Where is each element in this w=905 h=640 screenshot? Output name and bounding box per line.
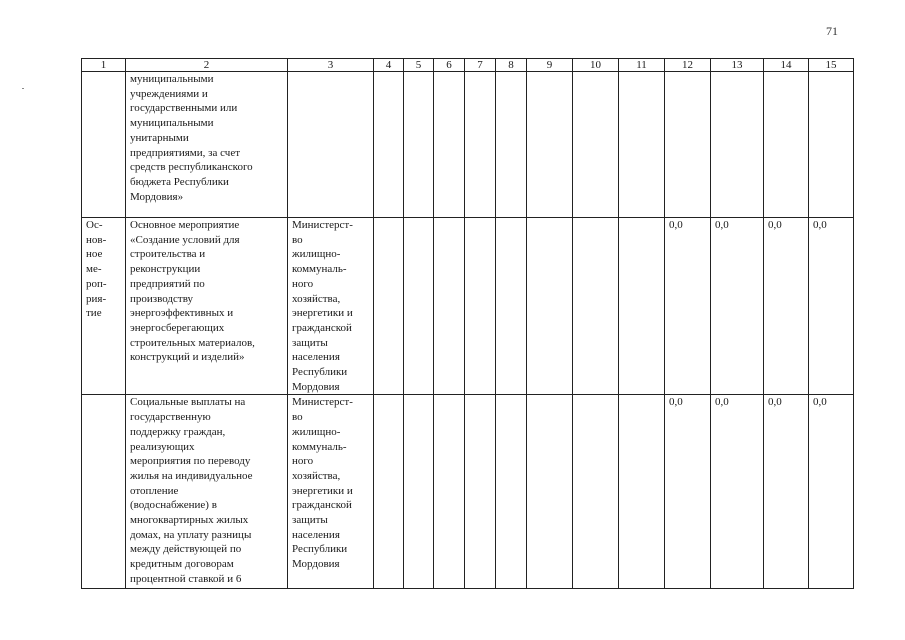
executor-cell: Министерст- во жилищно- коммуналь- ного хозяйства, энергетики и гражданской защиты населения Республики Мордовия <box>288 218 374 395</box>
column-header: 11 <box>619 59 665 72</box>
column-header: 14 <box>764 59 809 72</box>
value-cell <box>619 218 665 395</box>
value-cell <box>711 72 764 218</box>
column-header: 12 <box>665 59 711 72</box>
value-cell <box>665 72 711 218</box>
value-cell: 0,0 <box>809 218 854 395</box>
column-header: 7 <box>465 59 496 72</box>
value-cell <box>404 218 434 395</box>
value-cell <box>465 395 496 589</box>
executor-cell: Министерст- во жилищно- коммуналь- ного хозяйства, энергетики и гражданской защиты населения Республики Мордовия <box>288 395 374 589</box>
value-cell <box>465 218 496 395</box>
table-row <box>82 72 854 218</box>
value-cell <box>434 218 465 395</box>
value-cell <box>496 72 527 218</box>
measure-description-cell: Социальные выплаты на государственную поддержку граждан, реализующих мероприятия по переводу жилья на индивидуальное отопление (водоснабжение) в многоквартирных жилых домах, на уплату разницы между действующей по кредитным договорам процентной ставкой и 6 <box>126 395 288 589</box>
table-body <box>82 59 854 589</box>
value-cell <box>573 218 619 395</box>
scan-artifact-dot <box>22 88 24 89</box>
value-cell: 0,0 <box>764 395 809 589</box>
value-cell <box>374 218 404 395</box>
value-cell <box>764 72 809 218</box>
value-cell: 0,0 <box>665 395 711 589</box>
measure-description-cell: Основное мероприятие «Создание условий для строительства и реконструкции предприятий по производству энергоэффективных и энергосберегающих строительных материалов, конструкций и изделий» <box>126 218 288 395</box>
value-cell <box>404 72 434 218</box>
column-header: 4 <box>374 59 404 72</box>
measure-description-cell: муниципальными учреждениями и государственными или муниципальными унитарными предприятиями, за счет средств республиканского бюджета Республики Мордовия» <box>126 72 288 218</box>
value-cell: 0,0 <box>711 218 764 395</box>
value-cell <box>619 395 665 589</box>
column-header: 9 <box>527 59 573 72</box>
value-cell <box>434 72 465 218</box>
column-number-row <box>82 59 854 72</box>
executor-cell <box>288 72 374 218</box>
value-cell <box>527 395 573 589</box>
value-cell <box>573 72 619 218</box>
value-cell <box>809 72 854 218</box>
value-cell: 0,0 <box>809 395 854 589</box>
value-cell <box>619 72 665 218</box>
column-header: 1 <box>82 59 126 72</box>
value-cell <box>573 395 619 589</box>
column-header: 3 <box>288 59 374 72</box>
column-header: 10 <box>573 59 619 72</box>
value-cell <box>374 395 404 589</box>
value-cell: 0,0 <box>711 395 764 589</box>
column-header: 6 <box>434 59 465 72</box>
table-row <box>82 218 854 395</box>
column-header: 5 <box>404 59 434 72</box>
table-row <box>82 395 854 589</box>
value-cell <box>496 395 527 589</box>
measure-type-cell: Ос- нов- ное ме- роп- рия- тие <box>82 218 126 395</box>
value-cell <box>404 395 434 589</box>
column-header: 13 <box>711 59 764 72</box>
value-cell <box>527 72 573 218</box>
value-cell: 0,0 <box>764 218 809 395</box>
column-header: 15 <box>809 59 854 72</box>
measure-type-cell <box>82 72 126 218</box>
column-header: 2 <box>126 59 288 72</box>
page-number: 71 <box>826 24 838 38</box>
program-measures-table <box>81 58 854 589</box>
value-cell <box>496 218 527 395</box>
value-cell <box>374 72 404 218</box>
value-cell: 0,0 <box>665 218 711 395</box>
value-cell <box>434 395 465 589</box>
value-cell <box>527 218 573 395</box>
measure-type-cell <box>82 395 126 589</box>
column-header: 8 <box>496 59 527 72</box>
value-cell <box>465 72 496 218</box>
